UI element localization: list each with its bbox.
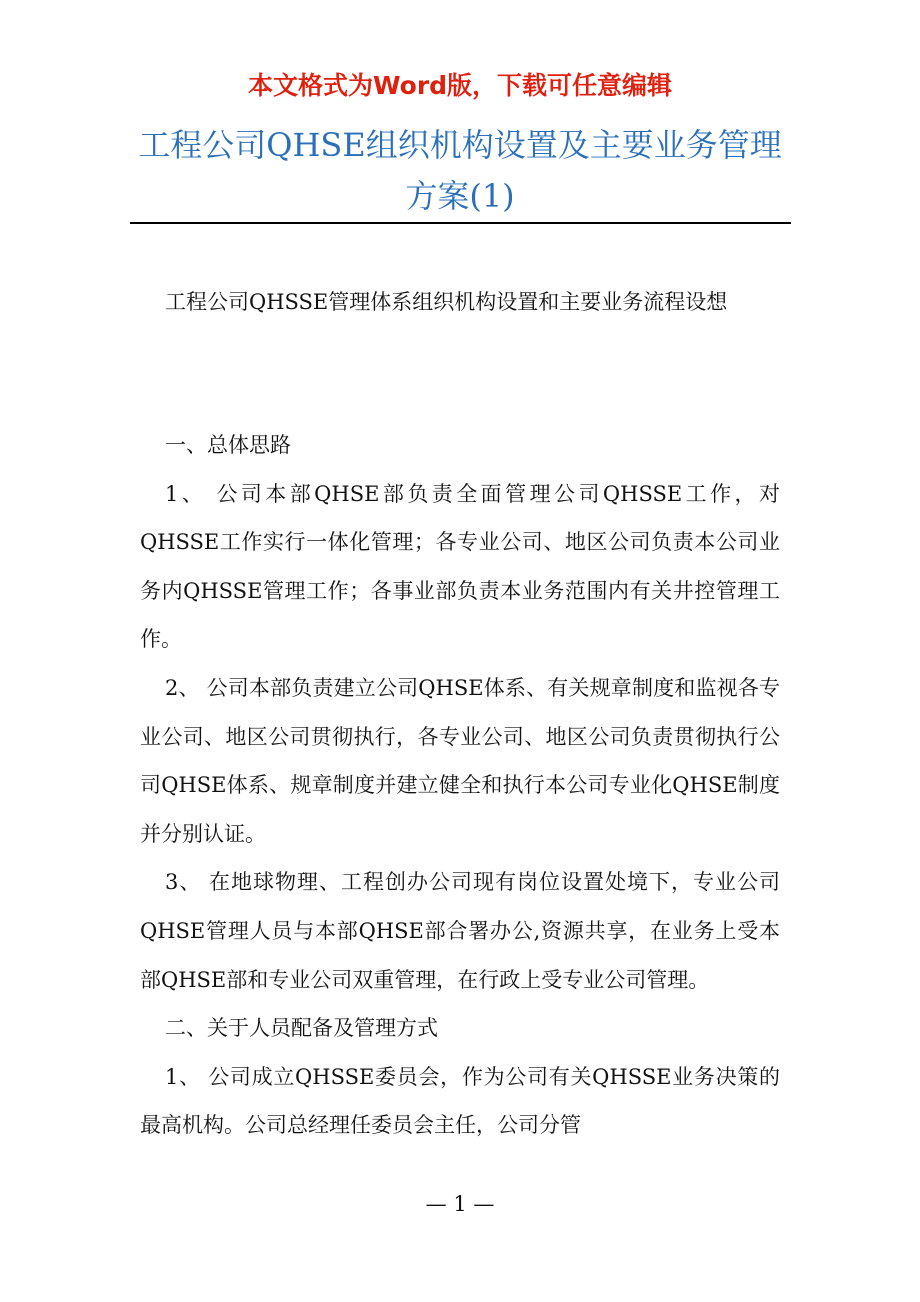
- paragraph-3: 3、 在地球物理、工程创办公司现有岗位设置处境下，专业公司QHSE管理人员与本部QHSE部合署办公,资源共享，在业务上受本部QHSE部和专业公司双重管理，在行政上受专业公司管理。: [140, 870, 780, 992]
- intro-block: [140, 278, 780, 327]
- paragraph-4: 1、 公司成立QHSSE委员会，作为公司有关QHSSE业务决策的最高机构。公司总经理任委员会主任，公司分管: [140, 1064, 780, 1138]
- page-number: — 1 —: [425, 1192, 495, 1216]
- section-heading-staffing: 二、关于人员配备及管理方式: [165, 1016, 438, 1041]
- intro-paragraph: 工程公司QHSSE管理体系组织机构设置和主要业务流程设想: [165, 290, 728, 314]
- paragraph-2: 2、 公司本部负责建立公司QHSE体系、有关规章制度和监视各专业公司、地区公司贯彻执行，各专业公司、地区公司负责贯彻执行公司QHSE体系、规章制度并建立健全和执行本公司专业化QHSE制度并分别认证。: [140, 675, 780, 846]
- document-title: 工程公司QHSE组织机构设置及主要业务管理方案(1): [138, 126, 782, 215]
- title-divider: [130, 222, 791, 224]
- paragraph-1: 1、 公司本部QHSE部负责全面管理公司QHSSE工作，对QHSSE工作实行一体化管理；各专业公司、地区公司负责本公司业务内QHSSE管理工作；各事业部负责本业务范围内有关井控管理工作。: [140, 481, 780, 652]
- body-text: [140, 421, 780, 1150]
- section-heading-overall: 一、总体思路: [165, 433, 291, 457]
- format-notice-banner: 本文格式为Word版，下载可任意编辑: [247, 71, 673, 100]
